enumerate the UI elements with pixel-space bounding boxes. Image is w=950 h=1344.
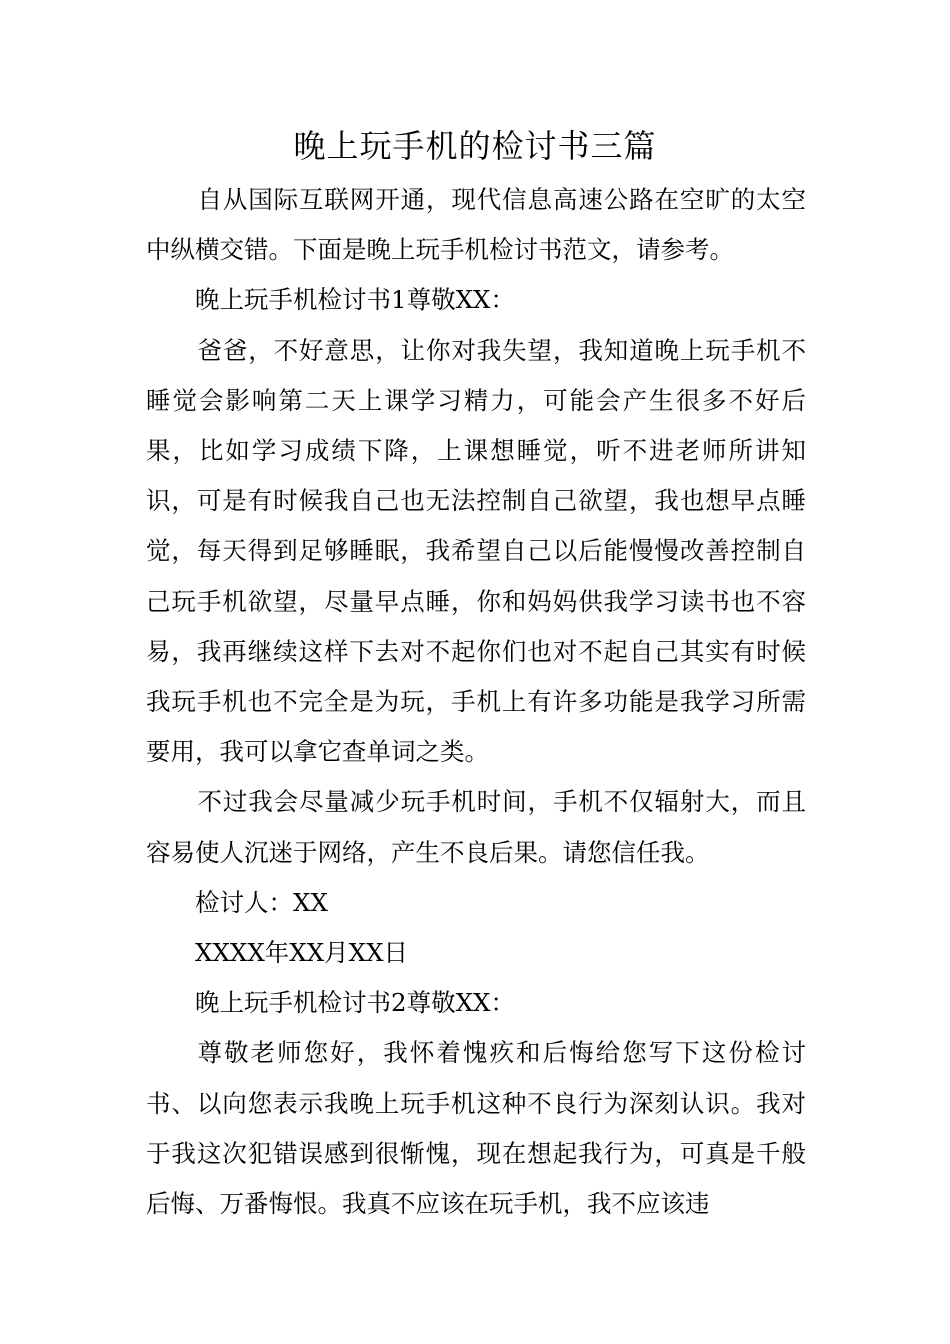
letter-2-heading: 晚上玩手机检讨书2尊敬XX： <box>195 988 515 1018</box>
document-body <box>146 175 806 1229</box>
letter-1-date: XXXX年XX月XX日 <box>195 938 409 968</box>
letter-1-closing: 不过我会尽量减少玩手机时间，手机不仅辐射大，而且容易使人沉迷于网络，产生不良后果。请您信任我。 <box>146 787 806 867</box>
letter-1-signer: 检讨人：XX <box>195 887 328 917</box>
letter-2-body: 尊敬老师您好，我怀着愧疚和后悔给您写下这份检讨书、以向您表示我晚上玩手机这种不良行为深刻认识。我对于我这次犯错误感到很惭愧，现在想起我行为，可真是千般后悔、万番悔恨。我真不应该在玩手机，我不应该违 <box>146 1038 806 1219</box>
letter-1-body: 爸爸，不好意思，让你对我失望，我知道晚上玩手机不睡觉会影响第二天上课学习精力，可能会产生很多不好后果，比如学习成绩下降，上课想睡觉，听不进老师所讲知识，可是有时候我自己也无法控制自己欲望，我也想早点睡觉，每天得到足够睡眠，我希望自己以后能慢慢改善控制自己玩手机欲望，尽量早点睡，你和妈妈供我学习读书也不容易，我再继续这样下去对不起你们也对不起自己其实有时候我玩手机也不完全是为玩，手机上有许多功能是我学习所需要用，我可以拿它查单词之类。 <box>146 335 806 767</box>
intro-paragraph: 自从国际互联网开通，现代信息高速公路在空旷的太空中纵横交错。下面是晚上玩手机检讨书范文，请参考。 <box>146 185 806 265</box>
document-title: 晚上玩手机的检讨书三篇 <box>293 127 657 165</box>
letter-1-heading: 晚上玩手机检讨书1尊敬XX： <box>195 285 515 315</box>
